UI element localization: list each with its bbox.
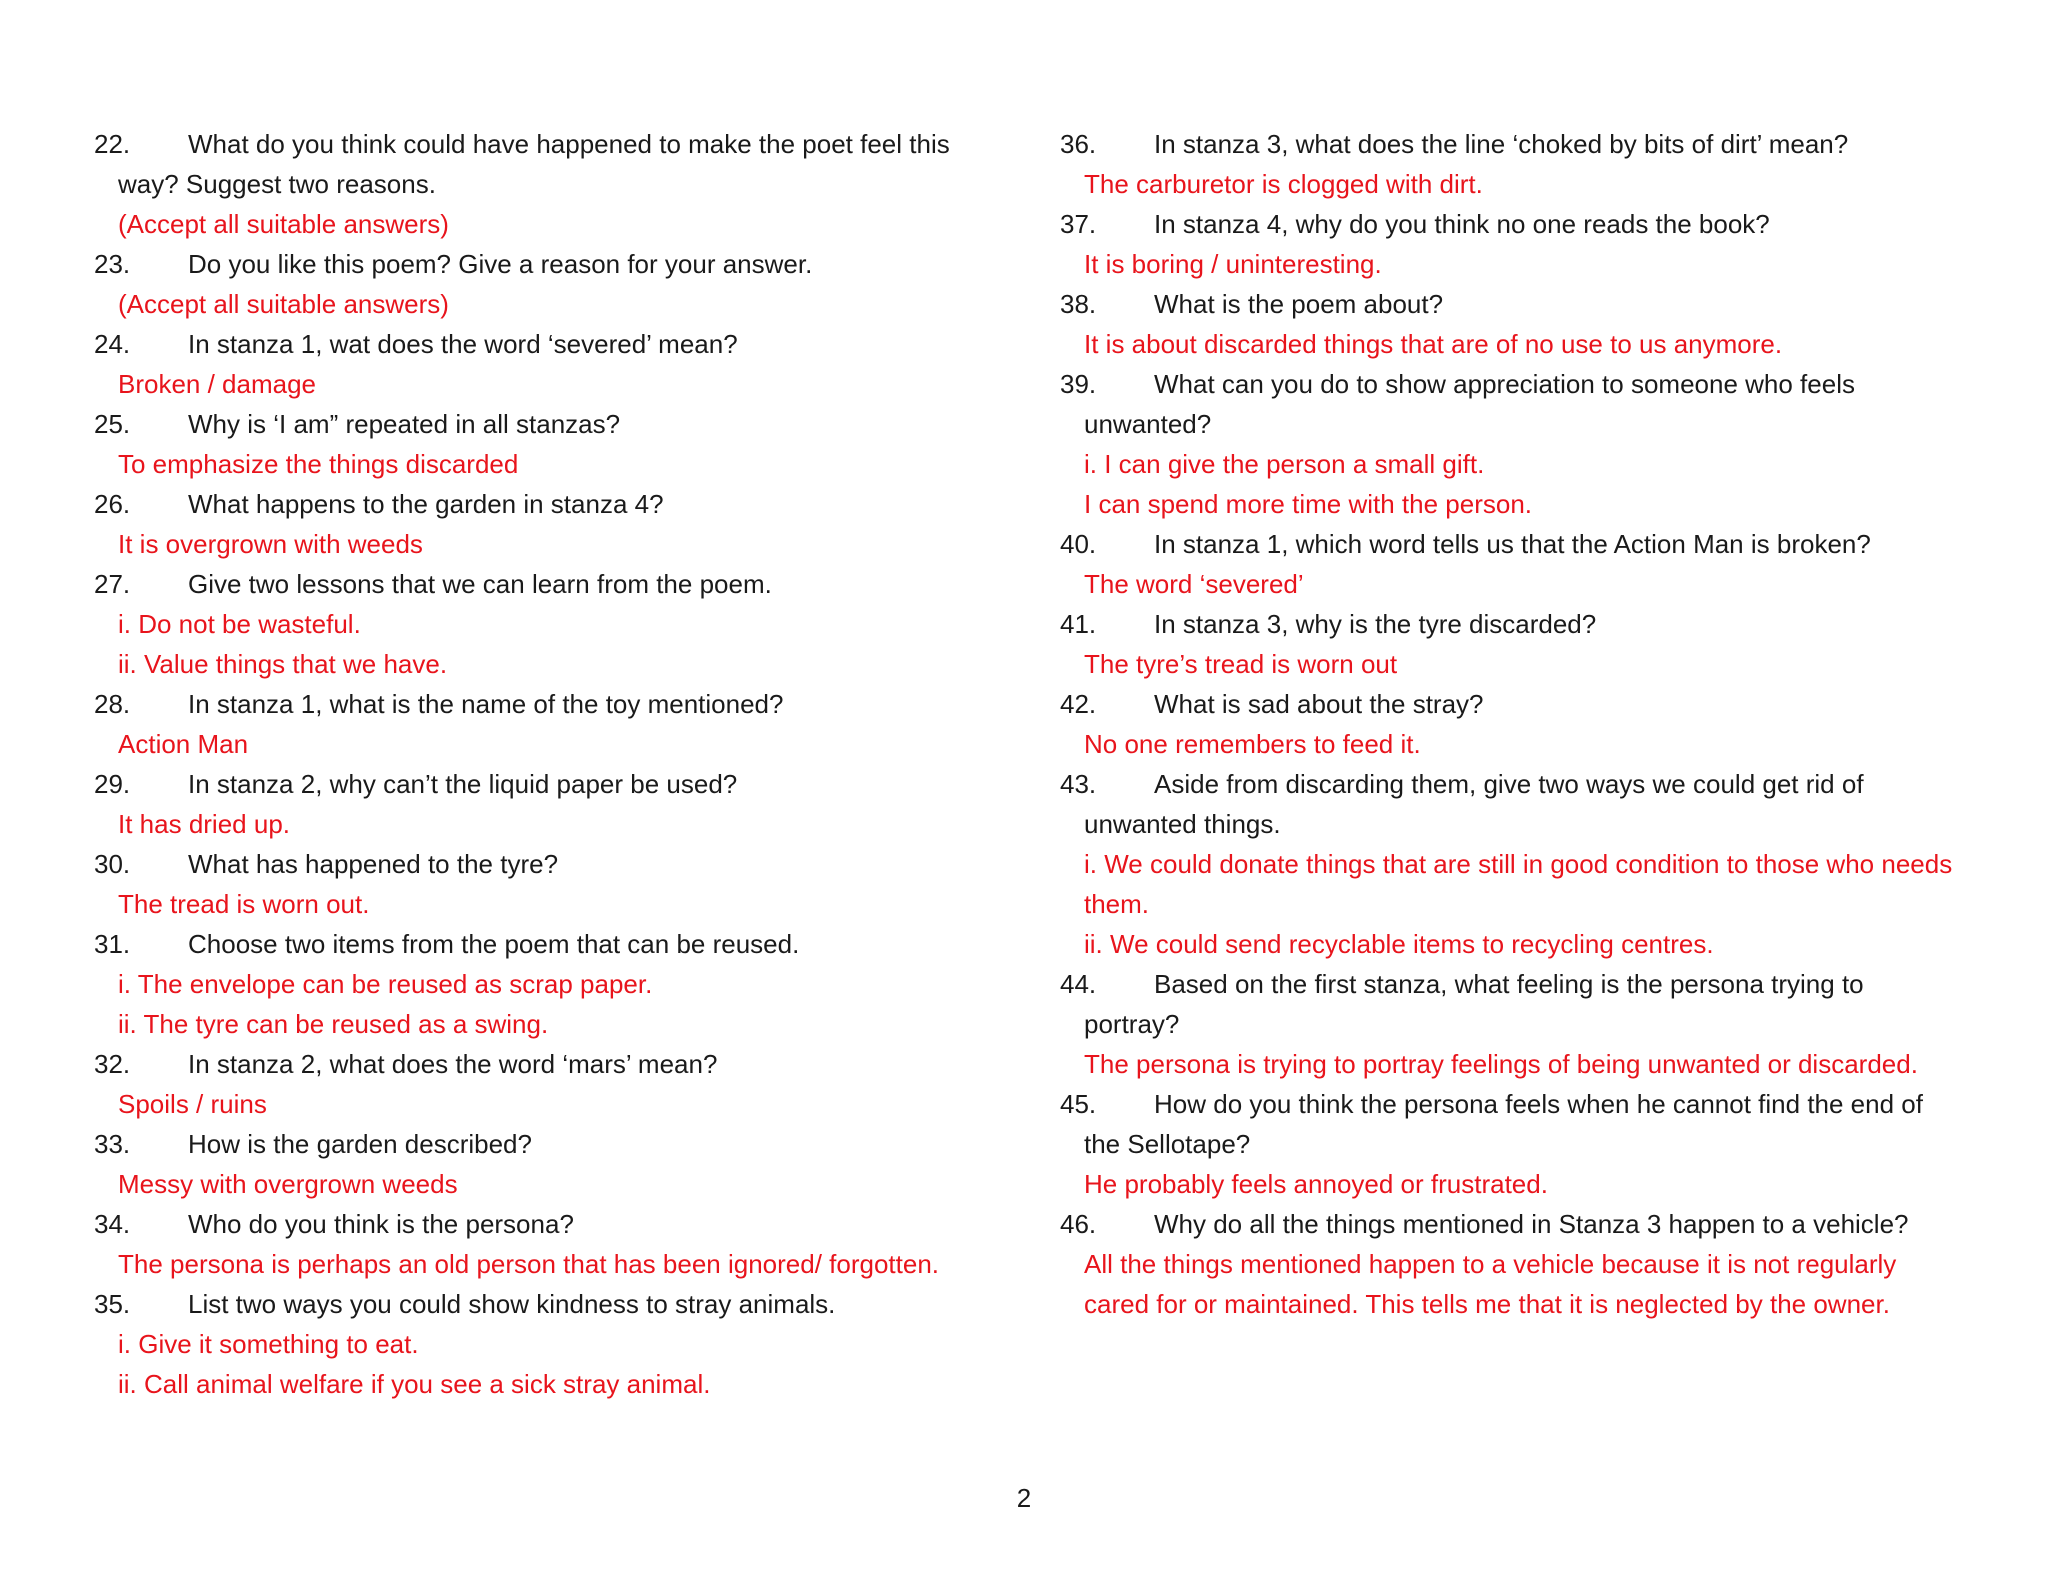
answer-text: It is overgrown with weeds (118, 529, 423, 559)
question-item (1060, 124, 1960, 164)
question-number: 46. (1060, 1209, 1097, 1239)
answer-text: The carburetor is clogged with dirt. (1084, 169, 1483, 199)
question-item (94, 244, 994, 284)
question-item (1060, 684, 1960, 724)
question-item (1060, 1204, 1960, 1244)
question-number: 45. (1060, 1089, 1097, 1119)
question-item (1060, 364, 1960, 444)
answer-text: No one remembers to feed it. (1084, 729, 1421, 759)
question-number: 42. (1060, 689, 1097, 719)
question-text: In stanza 3, why is the tyre discarded? (1154, 609, 1597, 639)
answer-text: i. I can give the person a small gift. (1084, 449, 1485, 479)
question-text: Choose two items from the poem that can be reused. (188, 929, 800, 959)
question-text: What has happened to the tyre? (188, 849, 559, 879)
answer-text: (Accept all suitable answers) (118, 209, 449, 239)
question-item (94, 484, 994, 524)
question-number: 44. (1060, 969, 1097, 999)
answer-text: The word ‘severed’ (1084, 569, 1304, 599)
question-number: 24. (94, 329, 131, 359)
question-item (94, 404, 994, 444)
question-number: 33. (94, 1129, 131, 1159)
question-item (94, 324, 994, 364)
answer-text: i. We could donate things that are still in good condition to those who needs them. (1084, 849, 1953, 919)
question-item (94, 1124, 994, 1164)
answer-text: Messy with overgrown weeds (118, 1169, 458, 1199)
question-item (1060, 604, 1960, 644)
answer-text: ii. The tyre can be reused as a swing. (118, 1009, 549, 1039)
question-text: Who do you think is the persona? (188, 1209, 574, 1239)
answer-text: The tread is worn out. (118, 889, 370, 919)
question-number: 23. (94, 249, 131, 279)
question-text: In stanza 1, what is the name of the toy mentioned? (188, 689, 784, 719)
question-number: 25. (94, 409, 131, 439)
right-column (1060, 124, 1960, 1324)
question-number: 28. (94, 689, 131, 719)
question-number: 35. (94, 1289, 131, 1319)
question-text: What happens to the garden in stanza 4? (188, 489, 664, 519)
question-text: List two ways you could show kindness to stray animals. (188, 1289, 836, 1319)
question-item (94, 684, 994, 724)
question-item (94, 1044, 994, 1084)
question-number: 27. (94, 569, 131, 599)
question-number: 36. (1060, 129, 1097, 159)
question-text: What do you think could have happened to make the poet feel this way? Suggest two reasons. (118, 129, 950, 199)
answer-text: i. Do not be wasteful. (118, 609, 361, 639)
answer-text: It is about discarded things that are of no use to us anymore. (1084, 329, 1783, 359)
question-text: In stanza 4, why do you think no one reads the book? (1154, 209, 1770, 239)
answer-text: The persona is trying to portray feelings of being unwanted or discarded. (1084, 1049, 1918, 1079)
question-item (1060, 204, 1960, 244)
answer-text: It has dried up. (118, 809, 290, 839)
question-number: 37. (1060, 209, 1097, 239)
answer-text: (Accept all suitable answers) (118, 289, 449, 319)
question-item (1060, 524, 1960, 564)
question-text: Aside from discarding them, give two ways we could get rid of unwanted things. (1084, 769, 1864, 839)
question-item (94, 1284, 994, 1324)
answer-text: The tyre’s tread is worn out (1084, 649, 1398, 679)
question-number: 38. (1060, 289, 1097, 319)
left-column (94, 124, 994, 1404)
question-number: 34. (94, 1209, 131, 1239)
question-text: Based on the first stanza, what feeling is the persona trying to portray? (1084, 969, 1864, 1039)
question-text: In stanza 2, what does the word ‘mars’ mean? (188, 1049, 718, 1079)
question-text: In stanza 1, wat does the word ‘severed’ mean? (188, 329, 738, 359)
answer-text: Spoils / ruins (118, 1089, 267, 1119)
answer-text: ii. Value things that we have. (118, 649, 448, 679)
question-item (94, 844, 994, 884)
question-item (94, 924, 994, 964)
answer-text: It is boring / uninteresting. (1084, 249, 1382, 279)
answer-text: To emphasize the things discarded (118, 449, 519, 479)
question-number: 40. (1060, 529, 1097, 559)
question-item (1060, 1084, 1960, 1164)
answer-text: i. The envelope can be reused as scrap paper. (118, 969, 653, 999)
answer-text: Broken / damage (118, 369, 317, 399)
answer-text: ii. We could send recyclable items to recycling centres. (1084, 929, 1714, 959)
question-text: How is the garden described? (188, 1129, 532, 1159)
question-number: 41. (1060, 609, 1097, 639)
question-item (94, 1204, 994, 1244)
page-number: 2 (1016, 1483, 1032, 1513)
question-item (94, 564, 994, 604)
question-item (1060, 284, 1960, 324)
question-text: How do you think the persona feels when he cannot find the end of the Sellotape? (1084, 1089, 1923, 1159)
answer-text: All the things mentioned happen to a vehicle because it is not regularly cared for or maintained. This tells me that it is neglected by the owner. (1084, 1249, 1897, 1319)
question-item (1060, 764, 1960, 844)
question-text: What can you do to show appreciation to someone who feels unwanted? (1084, 369, 1855, 439)
question-item (94, 764, 994, 804)
question-text: What is sad about the stray? (1154, 689, 1484, 719)
question-number: 29. (94, 769, 131, 799)
question-number: 39. (1060, 369, 1097, 399)
question-text: Why do all the things mentioned in Stanza 3 happen to a vehicle? (1154, 1209, 1909, 1239)
answer-text: ii. Call animal welfare if you see a sick stray animal. (118, 1369, 711, 1399)
question-item (1060, 964, 1960, 1044)
answer-text: I can spend more time with the person. (1084, 489, 1533, 519)
answer-text: i. Give it something to eat. (118, 1329, 419, 1359)
question-number: 32. (94, 1049, 131, 1079)
question-number: 43. (1060, 769, 1097, 799)
question-text: In stanza 3, what does the line ‘choked by bits of dirt’ mean? (1154, 129, 1849, 159)
question-text: In stanza 1, which word tells us that the Action Man is broken? (1154, 529, 1871, 559)
question-number: 30. (94, 849, 131, 879)
answer-text: He probably feels annoyed or frustrated. (1084, 1169, 1548, 1199)
question-number: 26. (94, 489, 131, 519)
question-text: Do you like this poem? Give a reason for your answer. (188, 249, 813, 279)
question-item (94, 124, 994, 204)
question-text: In stanza 2, why can’t the liquid paper be used? (188, 769, 738, 799)
question-text: Why is ‘I am” repeated in all stanzas? (188, 409, 621, 439)
question-text: What is the poem about? (1154, 289, 1444, 319)
question-number: 31. (94, 929, 131, 959)
answer-text: The persona is perhaps an old person that has been ignored/ forgotten. (118, 1249, 940, 1279)
question-text: Give two lessons that we can learn from the poem. (188, 569, 772, 599)
question-number: 22. (94, 129, 131, 159)
answer-text: Action Man (118, 729, 249, 759)
